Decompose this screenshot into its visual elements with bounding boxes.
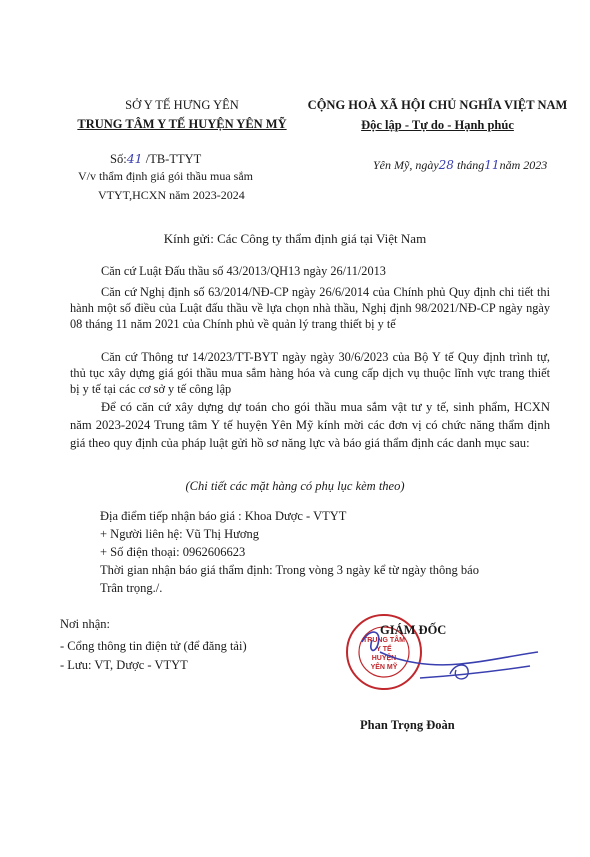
handwritten-signature [360, 622, 540, 692]
recipient-item: - Lưu: VT, Dược - VTYT [60, 658, 188, 672]
signer-title: GIÁM ĐỐC [380, 623, 447, 637]
legal-basis-3: Căn cứ Thông tư 14/2023/TT-BYT ngày ngày 30/6/2023 của Bộ Y tế Quy định trình tự, thủ tục xây dựng giá gói thầu mua sắm hàng hóa và cung cấp dịch vụ thuộc lĩnh vực trang thiết bị y tế tại các cơ sở y tế công lập [70, 350, 550, 396]
org-name [52, 117, 312, 132]
parent-org: SỞ Y TẾ HƯNG YÊN [125, 98, 239, 112]
motto-text: Độc lập - Tự do - Hạnh phúc [361, 118, 514, 132]
date-month: 11 [484, 158, 500, 172]
number-handwritten: 41 [126, 151, 143, 166]
org-name-text: TRUNG TÂM Y TẾ HUYỆN YÊN MỸ [77, 117, 287, 131]
submission-time: Thời gian nhận báo giá thẩm định: Trong vòng 3 ngày kể từ ngày thông báo [100, 563, 479, 577]
svg-text:YÊN MỸ: YÊN MỸ [370, 664, 398, 671]
date-place: Yên Mỹ, ngày [373, 158, 439, 172]
signer-name: Phan Trọng Đoàn [360, 718, 455, 732]
legal-basis-2: Căn cứ Nghị định số 63/2014/NĐ-CP ngày 26/6/2014 của Chính phủ Quy định chi tiết thi hành một số điều của Luật đấu thầu về lựa chọn nhà thầu, Nghị định 98/2021/NĐ-CP ngày ngày 08 tháng 11 năm 2021 của Chính phủ về quản lý trang thiết bị y tế [70, 285, 550, 331]
document-number [110, 151, 201, 167]
contact-phone: + Số điện thoại: 0962606623 [100, 545, 246, 559]
purpose-paragraph: Để có căn cứ xây dựng dự toán cho gói thầu mua sắm vật tư y tế, sinh phẩm, HCXN năm 2023-2024 Trung tâm Y tế huyện Yên Mỹ kính mời các đơn vị có chức năng thẩm định giá theo quy định của pháp luật gửi hồ sơ năng lực và báo giá thẩm định các danh mục sau: [70, 400, 550, 450]
date-month-label: tháng [453, 158, 485, 172]
salutation: Kính gửi: Các Công ty thẩm định giá tại Việt Nam [163, 231, 427, 246]
number-prefix: Số: [110, 152, 127, 166]
svg-text:HUYỆN: HUYỆN [371, 655, 397, 662]
date-line [373, 158, 547, 173]
recipient-item: - Cổng thông tin điện tử (để đăng tải) [60, 639, 247, 653]
submission-address: Địa điểm tiếp nhận báo giá : Khoa Dược - VTYT [100, 509, 347, 523]
svg-text:Y TẾ: Y TẾ [376, 646, 392, 653]
contact-person: + Người liên hệ: Vũ Thị Hương [100, 527, 260, 541]
subject-line-1: V/v thẩm định giá gói thầu mua sắm [78, 169, 253, 183]
motto [305, 118, 570, 133]
date-year-label: năm 2023 [499, 158, 548, 172]
legal-basis-1: Căn cứ Luật Đấu thầu số 43/2013/QH13 ngày 26/11/2013 [101, 264, 386, 278]
detail-note: (Chi tiết các mặt hàng có phụ lục kèm theo) [185, 479, 405, 493]
national-title: CỘNG HOÀ XÃ HỘI CHỦ NGHĨA VIỆT NAM [307, 98, 568, 112]
number-suffix: /TB-TTYT [142, 152, 202, 166]
closing: Trân trọng./. [100, 581, 163, 595]
subject-line-2: VTYT,HCXN năm 2023-2024 [98, 188, 245, 202]
svg-text:TRUNG TÂM: TRUNG TÂM [363, 637, 405, 644]
date-day: 28 [438, 158, 454, 172]
recipients-title: Nơi nhận: [60, 617, 111, 631]
